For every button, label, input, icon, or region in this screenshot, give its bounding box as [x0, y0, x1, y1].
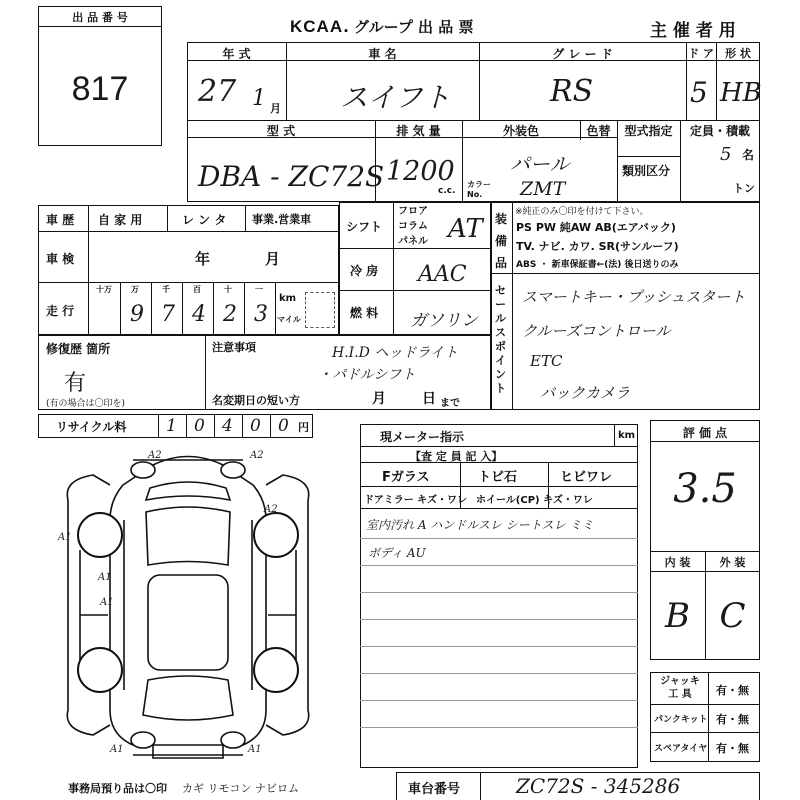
divider	[360, 462, 638, 463]
damage-mark: A2	[148, 450, 162, 461]
divider	[360, 727, 638, 728]
notes-until: まで	[440, 398, 460, 409]
capacity-value: 5	[720, 144, 732, 165]
business-option[interactable]: 事業.営業車	[252, 213, 312, 226]
divider	[360, 446, 638, 447]
mileage-digit: 9	[130, 302, 144, 327]
divider	[491, 273, 760, 274]
divider	[360, 592, 638, 593]
digit-header-1k: 千	[162, 285, 170, 294]
exterior-color-label: 外装色	[502, 124, 539, 138]
divider	[244, 282, 245, 335]
divider	[158, 414, 159, 438]
notes-day-unit: 日	[422, 391, 436, 407]
divider	[182, 282, 183, 335]
divider	[650, 704, 760, 705]
divider	[242, 414, 243, 438]
divider	[480, 772, 481, 800]
recycle-unit: 円	[298, 421, 309, 434]
capacity-unit: 名	[742, 148, 755, 162]
mileage-label: 走 行	[46, 304, 75, 318]
equipment-line-3: ABS ・ 新車保証書←(法) 後日送りのみ	[516, 260, 679, 270]
repair-note: (有の場合は〇印を)	[46, 399, 126, 409]
car-damage-diagram	[38, 440, 338, 770]
exterior-label: 外 装	[719, 556, 746, 569]
meter-label: 現メーター指示	[380, 430, 465, 444]
divider	[205, 335, 206, 410]
shift-panel-option[interactable]: パネル	[398, 236, 428, 247]
spare-tire-label: スペアタイヤ	[654, 744, 708, 754]
doors-value: 5	[690, 76, 708, 109]
mileage-digit: 2	[223, 302, 237, 327]
mileage-digit: 7	[161, 302, 175, 327]
inspector-comment-2: ボディ AU	[368, 546, 426, 560]
recycle-digit: 0	[278, 416, 289, 436]
car-name-value: スイフト	[340, 81, 451, 114]
mirror-label: ドアミラー キズ・ワレ	[364, 495, 467, 506]
divider	[393, 202, 394, 335]
divider	[360, 619, 638, 620]
fuel-value: ガソリン	[410, 311, 478, 331]
body-type-label: 形 状	[725, 47, 751, 60]
divider	[275, 282, 276, 335]
inspector-comment-1: 室内汚れ A ハンドルスレ シートスレ ミミ	[366, 518, 594, 532]
notes-month-unit: 月	[372, 391, 386, 407]
damage-mark: A1	[100, 597, 114, 608]
grade-value: RS	[550, 74, 594, 109]
sales-point-item: スマートキー・プッシュスタート	[522, 288, 746, 306]
digit-header-1: 一	[255, 285, 263, 294]
divider	[214, 414, 215, 438]
chassis-label: 車台番号	[408, 782, 461, 797]
divider	[360, 565, 638, 566]
capacity-label: 定員・積載	[689, 124, 750, 138]
crack-label: ヒビワレ	[560, 470, 613, 485]
repair-value: 有	[64, 371, 87, 396]
year-value: 27	[198, 74, 237, 109]
recycle-digit: 4	[222, 416, 233, 436]
damage-mark: A1	[58, 532, 72, 543]
stone-chip-label: トビ石	[478, 470, 518, 485]
divider	[360, 673, 638, 674]
meter-km-unit: km	[618, 430, 636, 441]
model-value: DBA - ZC72S	[198, 160, 385, 193]
jack-option[interactable]: 有・無	[716, 684, 749, 697]
notes-line-2: ・パドルシフト	[318, 367, 416, 383]
divider	[186, 414, 187, 438]
month-unit: 月	[270, 102, 281, 115]
spare-tire-option[interactable]: 有・無	[716, 742, 749, 755]
equipment-line-2: TV. ナビ. カワ. SR(サンルーフ)	[516, 240, 679, 253]
glass-label: Fガラス	[382, 470, 430, 485]
divider	[88, 205, 89, 335]
office-items-label: 事務局預り品は〇印	[68, 782, 167, 795]
mile-unit: マイル	[277, 315, 301, 324]
repair-label: 修復歴 箇所	[46, 342, 111, 356]
exterior-color-value: パール	[510, 152, 570, 176]
divider	[614, 424, 615, 446]
fuel-label: 燃 料	[350, 306, 379, 320]
recycle-digit: 0	[194, 416, 205, 436]
digit-header-100: 百	[193, 285, 201, 294]
doors-label: ド ア	[688, 47, 714, 60]
recycle-label: リサイクル料	[56, 420, 127, 434]
puncture-kit-label: パンクキット	[654, 715, 708, 725]
divider	[650, 441, 760, 442]
divider	[38, 282, 339, 283]
divider	[270, 414, 271, 438]
puncture-kit-option[interactable]: 有・無	[716, 713, 749, 726]
km-unit: km	[279, 293, 297, 304]
score-value: 3.5	[673, 466, 737, 512]
damage-mark: A1	[98, 572, 112, 583]
interior-label: 内 装	[664, 556, 691, 569]
ton-unit: トン	[733, 182, 755, 195]
mileage-digit: 4	[192, 302, 206, 327]
digit-header-100k: 十万	[96, 285, 112, 294]
divider	[339, 290, 491, 291]
divider	[650, 732, 760, 733]
car-name-label: 車 名	[368, 47, 397, 61]
divider	[512, 202, 513, 410]
damage-mark: A1	[110, 744, 124, 755]
short-period-label: 名変期日の短い方	[212, 394, 300, 407]
grade-label: グ レ ー ド	[552, 47, 613, 61]
month-value: 1	[252, 86, 266, 111]
damage-mark: A2	[250, 450, 264, 461]
mile-checkbox[interactable]	[305, 292, 335, 328]
type-designation-label: 型式指定	[624, 124, 673, 138]
private-use-option[interactable]: 自 家 用	[98, 213, 143, 227]
equipment-note: ※純正のみ〇印を付けて下さい。	[515, 207, 649, 217]
wheel-label: ホイール(CP) キズ・ワレ	[476, 495, 593, 506]
office-items-list: カギ リモコン ナビロム	[182, 782, 299, 795]
divider	[167, 205, 168, 231]
ac-value: AAC	[418, 262, 467, 287]
ac-label: 冷 房	[350, 264, 379, 278]
displacement-label: 排 気 量	[396, 124, 441, 138]
divider	[708, 672, 709, 762]
sales-point-item: クルーズコントロール	[522, 322, 671, 340]
divider	[360, 538, 638, 539]
lot-number-label: 出 品 番 号	[72, 11, 128, 24]
copy-type: 主 催 者 用	[650, 21, 736, 41]
body-type-value: HB	[720, 78, 762, 108]
divider	[617, 156, 680, 157]
brand-logo: KCAA	[290, 17, 344, 36]
divider	[151, 282, 152, 335]
divider	[339, 248, 491, 249]
model-label: 型 式	[266, 124, 296, 138]
divider	[360, 486, 638, 487]
shift-floor-option[interactable]: フロア	[398, 206, 428, 217]
recycle-digit: 0	[250, 416, 261, 436]
shift-label: シフト	[346, 220, 383, 234]
rental-option[interactable]: レ ン タ	[182, 213, 227, 227]
exterior-grade-value: C	[719, 596, 746, 636]
notes-line-1: H.I.D ヘッドライト	[332, 345, 458, 361]
color-change-label: 色替	[586, 124, 611, 138]
color-no-label: カラー No.	[467, 180, 491, 199]
year-label: 年 式	[222, 47, 251, 61]
equipment-label: 装 備 品	[495, 212, 508, 270]
equipment-line-1: PS PW 純AW AB(エアバック)	[516, 221, 676, 234]
inspection-label: 車 検	[46, 252, 75, 266]
score-label: 評 価 点	[682, 426, 728, 440]
divider	[38, 26, 162, 27]
digit-header-10: 十	[224, 285, 232, 294]
form-title	[290, 16, 474, 37]
inspector-section-label: 【査 定 員 記 入】	[410, 450, 503, 463]
title-text: . グループ 出 品 票	[343, 18, 474, 36]
shift-column-option[interactable]: コラム	[398, 221, 428, 232]
interior-grade-value: B	[665, 596, 690, 636]
divider	[38, 231, 339, 232]
color-no-value: ZMT	[520, 178, 566, 200]
divider	[360, 700, 638, 701]
history-label: 車 歴	[46, 213, 75, 227]
divider	[245, 205, 246, 231]
displacement-value: 1200	[386, 156, 455, 187]
damage-mark: A2	[264, 504, 278, 515]
divider	[187, 120, 760, 121]
sales-point-item: バックカメラ	[540, 384, 631, 402]
inspection-month-unit: 月	[265, 250, 281, 268]
shift-value: AT	[448, 214, 483, 244]
divider	[360, 508, 638, 509]
jack-tool-label: ジャッキ 工 具	[660, 676, 700, 700]
divider	[213, 282, 214, 335]
divider	[360, 646, 638, 647]
sales-points-label: セールスポイント	[495, 284, 506, 395]
chassis-number: ZC72S - 345286	[516, 774, 681, 798]
sales-point-item: ETC	[530, 352, 563, 370]
damage-mark: A1	[248, 744, 262, 755]
lot-number-value: 817	[71, 70, 129, 108]
category-label: 類別区分	[622, 164, 671, 178]
divider	[120, 282, 121, 335]
digit-header-10k: 万	[131, 285, 139, 294]
cc-unit: c.c.	[438, 186, 456, 196]
mileage-digit: 3	[254, 302, 268, 327]
inspection-year-unit: 年	[195, 250, 211, 268]
notes-label: 注意事項	[212, 341, 256, 354]
recycle-digit: 1	[166, 416, 177, 436]
